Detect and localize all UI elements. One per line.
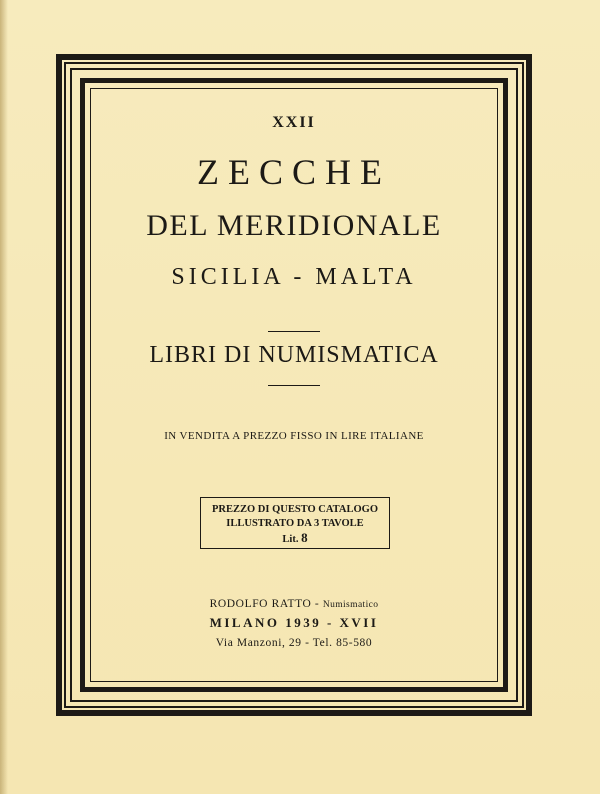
title-line-1: ZECCHE <box>197 152 391 192</box>
divider-rule-bottom <box>268 385 320 386</box>
cover-content <box>92 90 496 680</box>
price-box-line-2: ILLUSTRATO DA 3 TAVOLE <box>226 518 364 529</box>
page-edge-shadow <box>0 0 8 794</box>
price-box-line-3 <box>201 531 389 547</box>
price-box <box>200 497 390 549</box>
publisher-city-year: MILANO 1939 - XVII <box>209 615 379 630</box>
publisher-role: Numismatico <box>322 600 379 610</box>
sale-subtitle: IN VENDITA A PREZZO FISSO IN LIRE ITALIANE <box>164 430 424 442</box>
volume-number: XXII <box>272 114 316 131</box>
price-label: Lit. <box>282 534 299 545</box>
divider-rule-top <box>268 331 320 332</box>
publisher-line <box>92 598 496 610</box>
price-value: 8 <box>301 530 308 545</box>
title-line-2: DEL MERIDIONALE <box>146 209 442 242</box>
title-line-3: SICILIA - MALTA <box>171 264 417 290</box>
publisher-name: RODOLFO RATTO - <box>209 598 320 610</box>
price-box-line-1: PREZZO DI QUESTO CATALOGO <box>212 504 378 515</box>
publisher-address: Via Manzoni, 29 - Tel. 85-580 <box>215 637 373 649</box>
title-line-4: LIBRI DI NUMISMATICA <box>149 342 439 368</box>
